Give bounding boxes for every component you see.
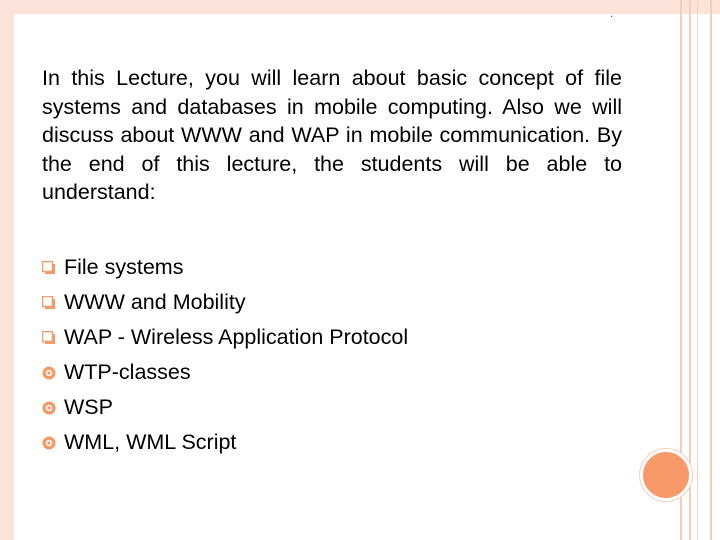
bullet-label: WTP-classes — [64, 360, 191, 384]
bullet-list — [42, 250, 408, 460]
decorative-rail — [697, 0, 698, 540]
gear-bullet-icon — [42, 401, 64, 415]
checkbox-bullet-icon — [42, 296, 64, 309]
list-item — [42, 285, 408, 320]
bullet-label: WWW and Mobility — [64, 290, 246, 314]
checkbox-bullet-icon — [42, 261, 64, 274]
bullet-label: WML, WML Script — [64, 430, 237, 454]
slide-number-mark: . — [610, 6, 614, 20]
list-item — [42, 390, 408, 425]
gear-bullet-icon — [42, 366, 64, 380]
list-item — [42, 425, 408, 460]
decorative-rail — [689, 0, 691, 540]
frame-left-border — [0, 0, 14, 540]
bullet-label: File systems — [64, 255, 184, 279]
list-item — [42, 250, 408, 285]
bullet-label: WAP - Wireless Application Protocol — [64, 325, 409, 349]
bullet-label: WSP — [64, 395, 113, 419]
intro-paragraph: In this Lecture, you will learn about basic concept of file systems and databases in mobile computing. Also we will discuss about WWW and WAP in mobile communication. By the end of this lecture, the students will be able to understand: — [42, 66, 622, 204]
decorative-rail — [710, 0, 712, 540]
gear-bullet-icon — [42, 436, 64, 450]
list-item — [42, 320, 408, 355]
checkbox-bullet-icon — [42, 331, 64, 344]
list-item — [42, 355, 408, 390]
decorative-circle — [640, 449, 692, 501]
